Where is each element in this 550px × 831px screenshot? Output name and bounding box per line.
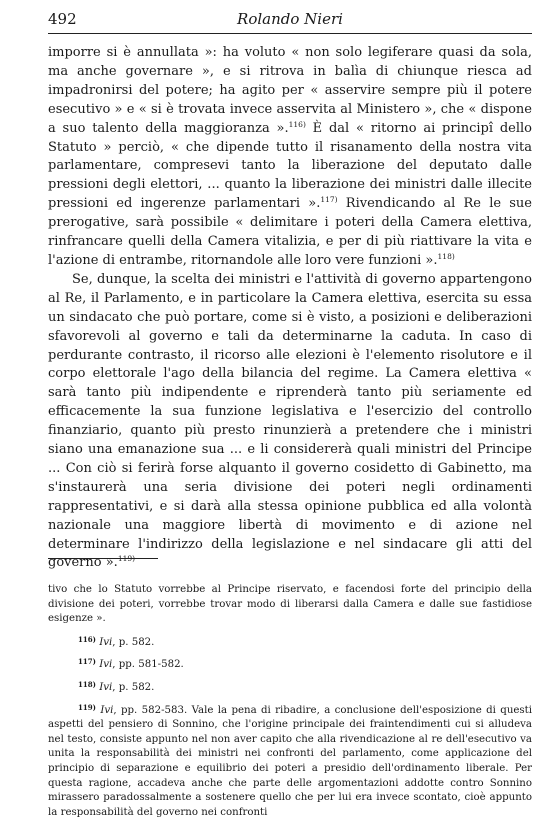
- footnote-number: 119): [78, 702, 96, 712]
- paragraph-text: Se, dunque, la scelta dei ministri e l'attività di governo appartengono al Re, il Parlamento, e in particolare la Camera elettiva, esercita su essa un sindacato che può portare, come si è visto, a posizioni e deliberazioni sfavorevoli al governo e tali da determinarne la caduta. In caso di perdurante contrasto, il ricorso alle elezioni è l'elemento risolutore e il corpo elettorale l'ago della bilancia del regime. La Camera elettiva « sarà tanto più indipendente e riprenderà tanto più seriamente ed efficacemente la sua funzione legislativa e l'esercizio del controllo finanziario, quanto più presto rinunzierà a pretendere che i ministri siano una emanazione sua ... e li considererà quali ministri del Principe ... Con ciò si ferirà forse alquanto il governo cosidetto di Gabinetto, ma s'instaurerà una seria divisione dei poteri negli ordinamenti rappresentativi, e si darà alla stessa opinione pubblica ed alla volontà nazionale una maggiore libertà di movimento e di azione nel determinare l'indirizzo della legislazione e nel sindacare gli atti del governo ».: [48, 271, 532, 571]
- running-head: Rolando Nieri: [237, 10, 343, 28]
- header-rule: [48, 33, 532, 34]
- footnote-ref-118[interactable]: 118): [437, 251, 455, 261]
- footnote-119: [48, 701, 532, 821]
- footnote-ref-116[interactable]: 116): [288, 119, 306, 129]
- page-number: 492: [48, 10, 77, 28]
- footnote-ivi: Ivi: [100, 704, 114, 716]
- footnote-ref-119[interactable]: 119): [117, 554, 136, 564]
- footnote-117: [48, 655, 532, 673]
- footnote-ivi: Ivi: [99, 681, 113, 693]
- footnote-ivi: Ivi: [99, 636, 113, 648]
- paragraph-text: È dal « ritorno ai principî dello Statuto » perciò, « che dipende tutto il risanamento della nostra vita parlamentare, compresevi tanto la liberazione del deputato dalle pressioni degli elettori, ... quanto la liberazione dei ministri dalle illecite pressioni ed ingerenze parlamentari ».: [48, 120, 532, 212]
- footnote-118: [48, 678, 532, 696]
- body-paragraph-2: [48, 271, 532, 574]
- footnote-ref-117[interactable]: 117): [320, 195, 338, 205]
- footnote-text: , p. 582.: [112, 636, 155, 648]
- footnote-116: [48, 633, 532, 651]
- body-text: [48, 44, 532, 573]
- paragraph-text: Rivendicando al Re le sue prerogative, sarà possibile « delimitare i poteri della Camera elettiva, rinfrancare quelli della Camera vitalizia, e per di più riattivare la vita e l'azione di entrambe, ritornandole alle loro vere funzioni ».: [48, 196, 532, 268]
- footnote-text: , pp. 582-583. Vale la pena di ribadire, a conclusione dell'esposizione di questi aspetti del pensiero di Sonnino, che l'origine principale dei fraintendimenti cui si alludeva nel testo, consiste appunto nel non aver capito che alla rivendicazione al re dell'esecutivo va unita la responsabilità dei ministri nei confronti del parlamento, come applicazione del principio di separazione e equilibrio dei poteri a presidio dell'ordinamento liberale. Per questa ragione, accadeva anche che parte delle argomentazioni addotte contro Sonnino mirassero paradossalmente a sostenere quello che per lui era invece scontato, cioè appunto la responsabilità del governo nei confronti: [48, 704, 532, 818]
- footnotes: [48, 583, 532, 820]
- footnote-continued: tivo che lo Statuto vorrebbe al Principe riservato, e facendosi forte del principio della divisione dei poteri, vorrebbe trovar modo di liberarsi dalla Camera e dalle sue fastidiose esigenze ».: [48, 584, 532, 625]
- footnote-ivi: Ivi: [99, 659, 113, 671]
- paragraph-text: imporre si è annullata »: ha voluto « non solo legiferare quasi da sola, ma anche governare », e si ritrova in balìa di chiunque riesca ad impadronirsi del potere; ha agito per « asservire sempre più il potere esecutivo » e « si è trovata invece asservita al Ministero », che « dispone a suo talento della maggioranza ».: [48, 45, 532, 136]
- footnote-text: , p. 582.: [112, 681, 155, 693]
- footnote-separator: [48, 558, 158, 559]
- footnote-number: 118): [78, 679, 96, 689]
- body-paragraph-1: [48, 44, 532, 271]
- footnote-number: 116): [78, 634, 96, 644]
- footnote-text: , pp. 581-582.: [112, 659, 184, 671]
- footnote-number: 117): [78, 657, 96, 667]
